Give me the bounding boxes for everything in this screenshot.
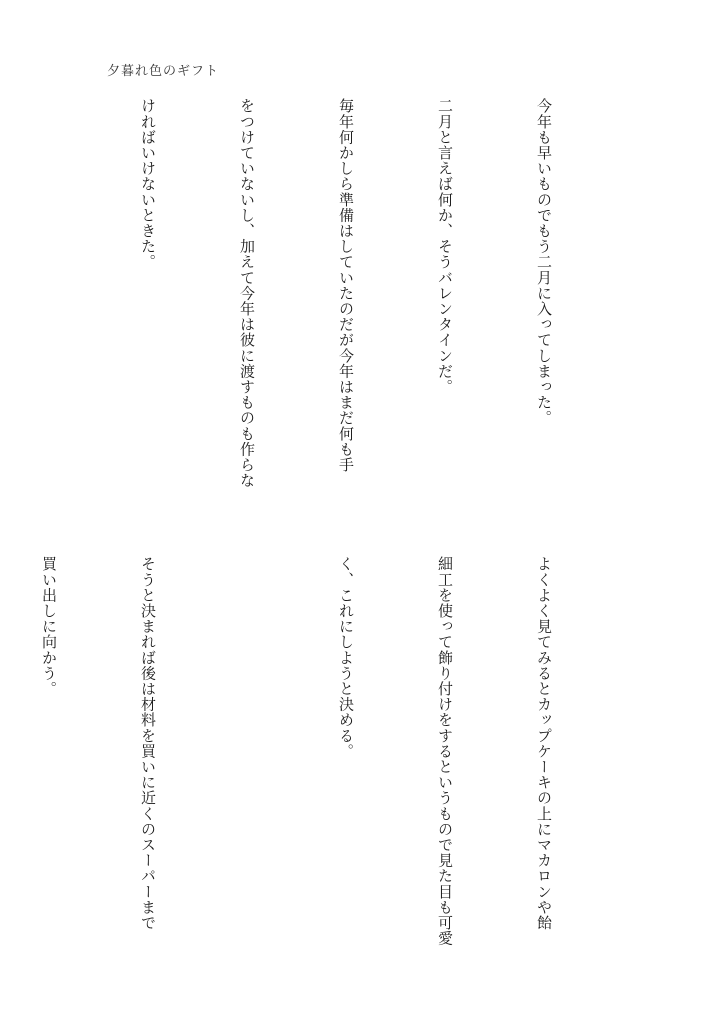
text-line: よくよく見てみるとカップケーキの上にマカロンや飴 — [535, 556, 553, 931]
text-line: 毎年何かしら準備はしていたのだが今年はまだ何も手 — [337, 98, 355, 473]
running-title: 夕暮れ色のギフト — [107, 64, 220, 79]
text-line: ければいけないときた。 — [139, 98, 157, 270]
blank-line — [32, 98, 65, 508]
blank-line — [230, 556, 263, 956]
text-line: く、これにしようと決める。 — [337, 556, 355, 759]
text-block-bottom — [0, 556, 626, 956]
text-line: 二月と言えば何か、そうバレンタインだ。 — [436, 98, 454, 395]
text-line: 買い出しに向かう。 — [40, 556, 58, 697]
text-line: そうと決まれば後は材料を買いに近くのスーパーまで — [139, 556, 157, 931]
text-line: をつけていないし、加えて今年は彼に渡すものも作らな — [238, 98, 256, 488]
text-block-top — [0, 98, 626, 508]
text-line: 細工を使って飾り付けをするというもので見た目も可愛 — [436, 556, 454, 946]
text-line: 今年も早いものでもう二月に入ってしまった。 — [535, 98, 553, 426]
